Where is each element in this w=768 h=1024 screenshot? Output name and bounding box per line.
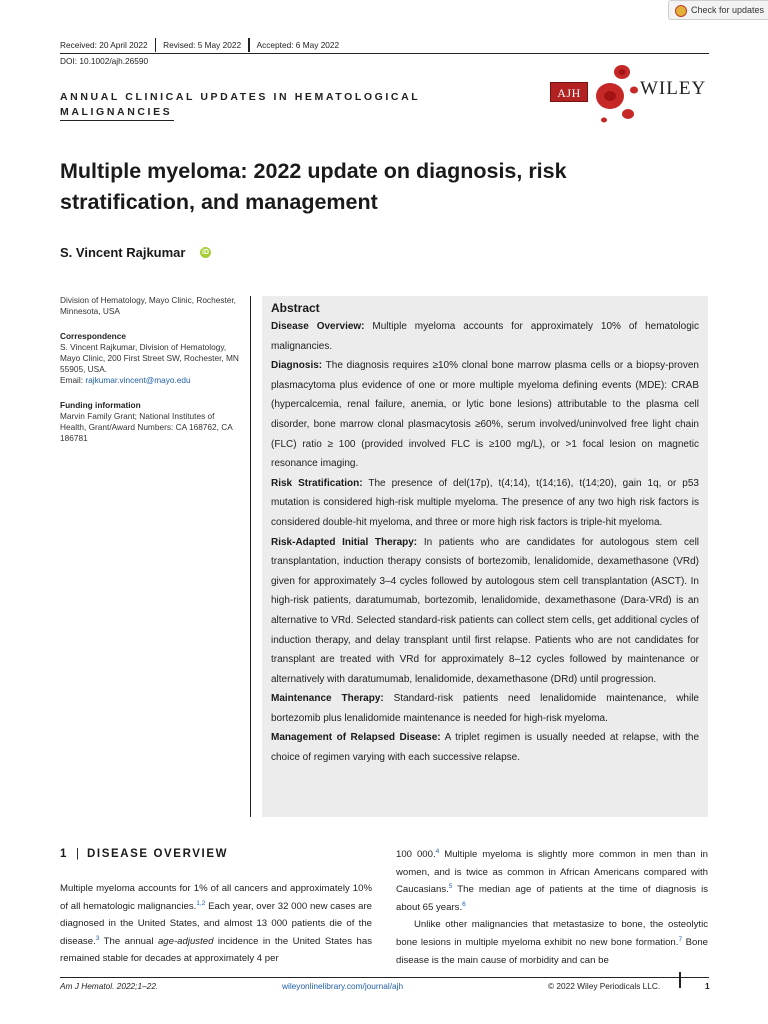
received-date: Received: 20 April 2022 bbox=[60, 40, 148, 50]
page-number: 1 bbox=[705, 981, 710, 991]
citation-ref[interactable]: 5 bbox=[448, 883, 453, 890]
revised-date: Revised: 5 May 2022 bbox=[163, 40, 242, 50]
orcid-icon[interactable]: iD bbox=[202, 249, 209, 256]
body-emphasis: age-adjusted bbox=[157, 935, 214, 947]
abstract-paragraph bbox=[271, 317, 699, 356]
section-heading bbox=[60, 848, 228, 860]
body-text: Unlike other malignancies that metastasize to bone, the osteolytic bone lesions in multiple myeloma exhibit no new bone formation. bbox=[396, 919, 708, 948]
abstract-text: The presence of del(17p), t(4;14), t(14;16), t(14;20), gain 1q, or p53 mutation is considered high-risk multiple myeloma. The presence of any two high risk factors is considered double-hit myeloma, and three or more high risk factors is triple-hit myeloma. bbox=[271, 477, 699, 528]
section-divider: | bbox=[76, 848, 79, 860]
abstract-label: Management of Relapsed Disease: bbox=[271, 732, 441, 744]
crossmark-icon bbox=[675, 5, 687, 17]
header-rule bbox=[60, 53, 709, 54]
date-divider bbox=[248, 38, 250, 52]
abstract-paragraph bbox=[271, 728, 699, 767]
citation-ref[interactable]: 6 bbox=[462, 900, 466, 908]
body-text: Multiple myeloma is slightly more common in men than in women, and is twice as common in African Americans compared with Caucasians. bbox=[396, 849, 708, 896]
article-title: Multiple myeloma: 2022 update on diagnosis, risk stratification, and management bbox=[60, 159, 567, 214]
section-title: DISEASE OVERVIEW bbox=[87, 848, 229, 860]
body-text: 100 000. bbox=[396, 849, 436, 860]
series-title: ANNUAL CLINICAL UPDATES IN HEMATOLOGICAL MALIGNANCIES bbox=[60, 91, 421, 118]
correspondence-text: S. Vincent Rajkumar, Division of Hematology, Mayo Clinic, 200 First Street SW, Rochester, MN 55905, USA. bbox=[60, 342, 239, 374]
accepted-date: Accepted: 6 May 2022 bbox=[256, 40, 340, 50]
column-rule bbox=[250, 296, 251, 817]
body-text: Each year, over 32 000 new cases are diagnosed in the United States, and almost 13 000 patients die of the disease. bbox=[60, 900, 372, 947]
author-name[interactable]: S. Vincent Rajkumar bbox=[60, 245, 186, 260]
body-text: Bone disease is the main cause of morbidity and can be bbox=[396, 936, 708, 966]
abstract-paragraph bbox=[271, 356, 699, 474]
body-text: Multiple myeloma accounts for 1% of all cancers and approximately 10% of all hematologic malignancies. bbox=[60, 883, 372, 912]
body-paragraph bbox=[60, 880, 372, 968]
citation-ref[interactable]: 7 bbox=[678, 935, 683, 943]
email-line bbox=[60, 375, 240, 386]
abstract-label: Diagnosis: bbox=[271, 360, 323, 372]
copyright: © 2022 Wiley Periodicals LLC. bbox=[548, 981, 661, 991]
abstract-paragraph bbox=[271, 474, 699, 533]
citation-ref[interactable]: 4 bbox=[435, 847, 440, 855]
date-divider bbox=[155, 38, 157, 52]
blood-cells-logo-icon bbox=[588, 56, 644, 128]
citation-ref[interactable]: 1,2 bbox=[196, 899, 206, 907]
abstract-paragraph bbox=[271, 533, 699, 690]
abstract-label: Disease Overview: bbox=[271, 321, 365, 332]
doi: DOI: 10.1002/ajh.26590 bbox=[60, 56, 149, 66]
body-text: The annual bbox=[99, 935, 158, 947]
body-text: incidence in the United States has remained stable for decades at approximately 4 per bbox=[60, 935, 372, 965]
abstract-heading: Abstract bbox=[271, 301, 320, 315]
abstract-text: Standard-risk patients need lenalidomide maintenance, while bortezomib plus lenalidomide maintenance is needed for high-risk myeloma. bbox=[271, 693, 699, 724]
footer-rule bbox=[60, 977, 709, 978]
email-label: Email: bbox=[60, 375, 86, 385]
abstract-label: Maintenance Therapy: bbox=[271, 693, 384, 705]
body-paragraph bbox=[396, 846, 708, 916]
body-column-left bbox=[60, 880, 372, 968]
section-number: 1 bbox=[60, 848, 68, 860]
abstract-label: Risk-Adapted Initial Therapy: bbox=[271, 536, 418, 548]
citation-ref[interactable]: 3 bbox=[95, 934, 100, 942]
abstract-text: The diagnosis requires ≥10% clonal bone marrow plasma cells or a biopsy-proven plasmacytoma plus evidence of one or more multiple myeloma defining events (MDE): CRAB (hypercalcemia, renal failure, anemia, or lytic bone lesions) attributable to the plasma cell disorder, bone marrow clonal plasmacytosis ≥60%, serum involved/uninvolved free light chain (FLC) ratio ≥ 100 (provided involved FLC is ≥100 mg/L), or >1 focal lesion on magnetic resonance imaging. bbox=[271, 360, 699, 470]
article-info-column bbox=[60, 295, 240, 444]
article-dates bbox=[60, 38, 339, 52]
abstract-text: In patients who are candidates for autologous stem cell transplantation, induction therapy consists of bortezomib, lenalidomide, dexamethasone (VRd) given for approximately 3–4 cycles followed by autologous stem cell transplantation (ASCT). In high-risk patients, daratumumab, bortezomib, lenalidomide, dexamethasone (Dara-VRd) is an alternative to VRd. Selected standard-risk patients can collect stem cells, get additional cycles of induction therapy, and delay transplant until first relapse. Patients who are not candidates for transplant are treated with VRd for approximately 8–12 cycles followed by maintenance or alternatively with daratumumab, lenalidomide, dexamethasone (DRd) until progression. bbox=[271, 536, 700, 685]
body-text: The median age of patients at the time of diagnosis is about 65 years. bbox=[396, 884, 708, 913]
check-for-updates-button[interactable] bbox=[668, 0, 768, 20]
body-column-right bbox=[396, 846, 708, 969]
wiley-logo: WILEY bbox=[640, 78, 707, 99]
abstract-label: Risk Stratification: bbox=[271, 477, 363, 489]
correspondence-heading: Correspondence bbox=[60, 331, 126, 341]
body-paragraph bbox=[396, 916, 708, 969]
abstract-text: Multiple myeloma accounts for approximately 10% of hematologic malignancies. bbox=[271, 321, 699, 352]
footer-divider bbox=[679, 972, 681, 988]
funding-text: Marvin Family Grant; National Institutes of Health, Grant/Award Numbers: CA 168762, CA 186781 bbox=[60, 411, 233, 443]
ajh-logo: AJH bbox=[550, 82, 588, 102]
affiliation: Division of Hematology, Mayo Clinic, Rochester, Minnesota, USA bbox=[60, 295, 236, 316]
abstract-box bbox=[262, 296, 708, 817]
abstract-text: A triplet regimen is usually needed at relapse, with the choice of regimen varying with each successive relapse. bbox=[271, 732, 700, 764]
journal-citation: Am J Hematol. 2022;1–22. bbox=[60, 981, 159, 991]
email-link[interactable]: rajkumar.vincent@mayo.edu bbox=[85, 375, 191, 385]
funding-heading: Funding information bbox=[60, 400, 141, 410]
abstract-paragraph bbox=[271, 689, 699, 728]
journal-url-link[interactable]: wileyonlinelibrary.com/journal/ajh bbox=[282, 981, 404, 991]
series-underline bbox=[60, 120, 174, 121]
check-for-updates-label: Check for updates bbox=[691, 5, 765, 15]
